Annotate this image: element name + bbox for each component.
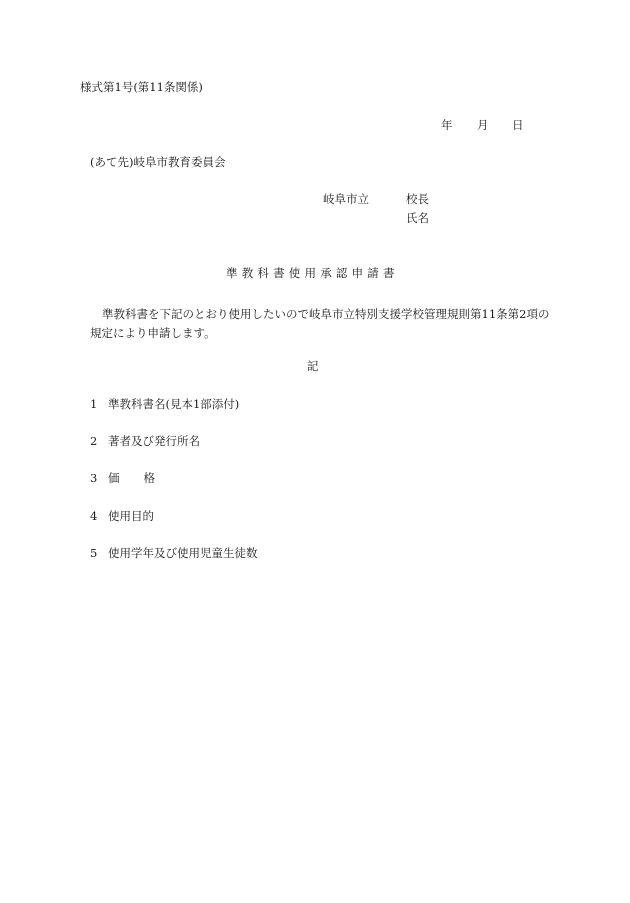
item-label: 著者及び発行所名 <box>108 434 200 448</box>
item-label-part-b: 格 <box>143 471 155 485</box>
item-number: 3 <box>90 471 98 485</box>
addressee: (あて先)岐阜市教育委員会 <box>90 155 226 169</box>
item-number: 2 <box>90 434 98 448</box>
item-label: 使用学年及び使用児童生徒数 <box>108 546 258 560</box>
item-label: 準教科書名(見本1部添付) <box>108 397 240 411</box>
item-label-part-a: 価 <box>108 471 120 485</box>
principal-label: 校長 <box>406 192 429 206</box>
application-statement: 準教科書を下記のとおり使用したいので岐阜市立特別支援学校管理規則第11条第2項の規定により申請します。 <box>90 307 550 340</box>
item-number: 5 <box>90 546 98 560</box>
date-day-label: 日 <box>512 118 524 132</box>
date-year-label: 年 <box>441 118 453 132</box>
list-item <box>90 436 200 448</box>
form-number: 様式第1号(第11条関係) <box>80 80 203 94</box>
document-title: 準教科書使用承認申請書 <box>226 266 399 280</box>
school-name-prefix: 岐阜市立 <box>323 192 369 206</box>
list-item <box>90 473 155 485</box>
item-number: 1 <box>90 397 98 411</box>
list-item <box>90 399 239 411</box>
date-month-label: 月 <box>477 118 489 132</box>
ki-heading: 記 <box>307 359 319 373</box>
list-item <box>90 511 154 523</box>
item-label: 使用目的 <box>108 509 154 523</box>
item-number: 4 <box>90 509 98 523</box>
name-label: 氏名 <box>406 211 429 225</box>
list-item <box>90 548 258 560</box>
